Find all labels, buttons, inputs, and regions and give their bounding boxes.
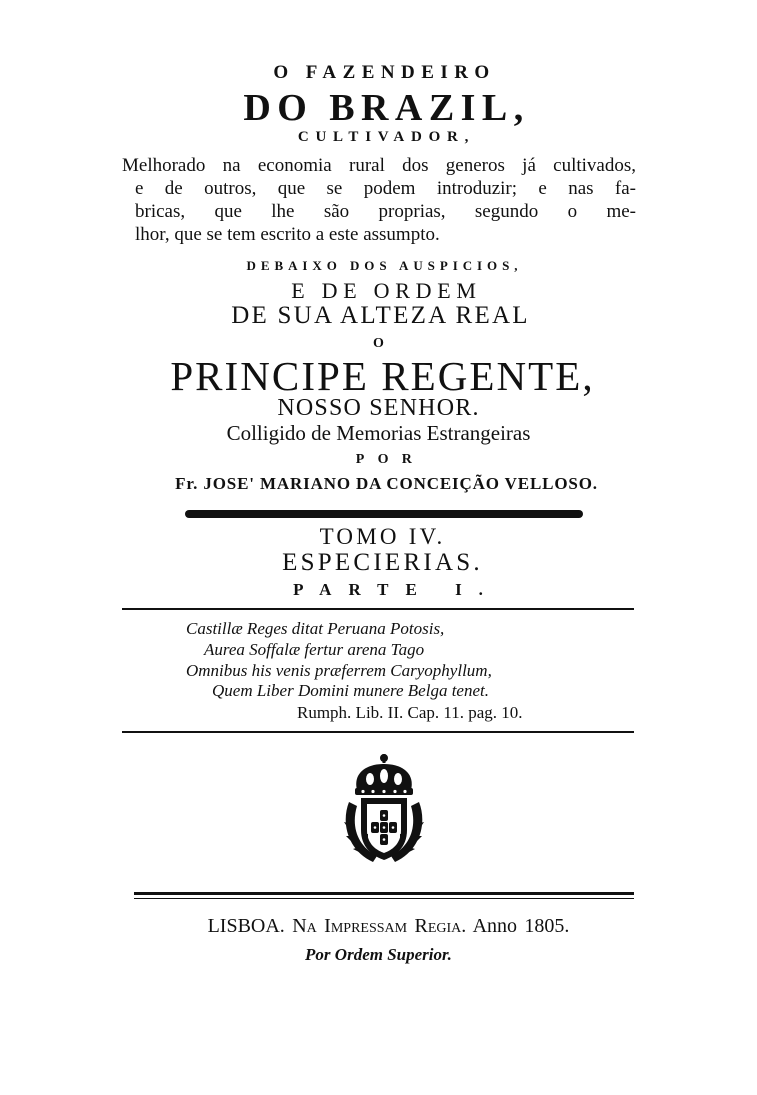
description-line: Melhorado na economia rural dos generos já cultivados, xyxy=(122,155,636,176)
author-line: Fr. JOSE' MARIANO DA CONCEIÇÃO VELLOSO. xyxy=(175,474,598,493)
article-line: O xyxy=(373,336,384,351)
part-line: PARTE I. xyxy=(293,580,500,599)
description-paragraph xyxy=(122,154,636,246)
imprint-rule-thin xyxy=(134,898,634,899)
order-line: E DE ORDEM xyxy=(291,278,482,303)
collected-line: Colligido de Memorias Estrangeiras xyxy=(226,421,531,445)
title-line-do-brazil: DO BRAZIL, xyxy=(243,87,530,129)
authorization-line: Por Ordem Superior. xyxy=(305,945,452,964)
description-line: e de outros, que se podem introduzir; e nas fa- xyxy=(135,178,636,199)
imprint-press: Na Impressam Regia. xyxy=(292,915,467,937)
highness-line: DE SUA ALTEZA REAL xyxy=(231,302,530,329)
volume-line: TOMO IV. xyxy=(319,524,446,549)
description-line: lhor, que se tem escrito a este assumpto. xyxy=(135,224,440,245)
imprint-year: Anno 1805. xyxy=(472,915,570,937)
auspices-line: DEBAIXO DOS AUSPICIOS, xyxy=(246,258,523,273)
prince-regent-line: PRINCIPE REGENTE, xyxy=(170,353,595,399)
epigraph-citation: Rumph. Lib. II. Cap. 11. pag. 10. xyxy=(297,703,523,722)
royal-coat-of-arms-icon xyxy=(343,752,425,866)
epigraph-bottom-rule xyxy=(122,731,634,733)
imprint-line xyxy=(0,915,757,938)
by-line: POR xyxy=(355,452,426,467)
epigraph-top-rule xyxy=(122,608,634,610)
thick-divider xyxy=(185,510,583,518)
description-line: bricas, que lhe são proprias, segundo o me- xyxy=(135,201,636,222)
title-line-cultivador: CULTIVADOR, xyxy=(297,129,476,145)
imprint-rule-thick xyxy=(134,892,634,895)
imprint-city: LISBOA. xyxy=(207,915,285,937)
epigraph-verse: Quem Liber Domini munere Belga tenet. xyxy=(212,681,489,700)
epigraph-verse: Castillæ Reges ditat Peruana Potosis, xyxy=(186,619,445,638)
subject-line: ESPECIERIAS. xyxy=(282,549,483,576)
epigraph-verse: Aurea Soffalæ fertur arena Tago xyxy=(204,640,425,659)
title-line-fazendeiro: O FAZENDEIRO xyxy=(273,62,496,83)
epigraph-verse: Omnibus his venis præferrem Caryophyllum, xyxy=(186,661,492,680)
nosso-senhor-line: NOSSO SENHOR. xyxy=(277,395,480,421)
